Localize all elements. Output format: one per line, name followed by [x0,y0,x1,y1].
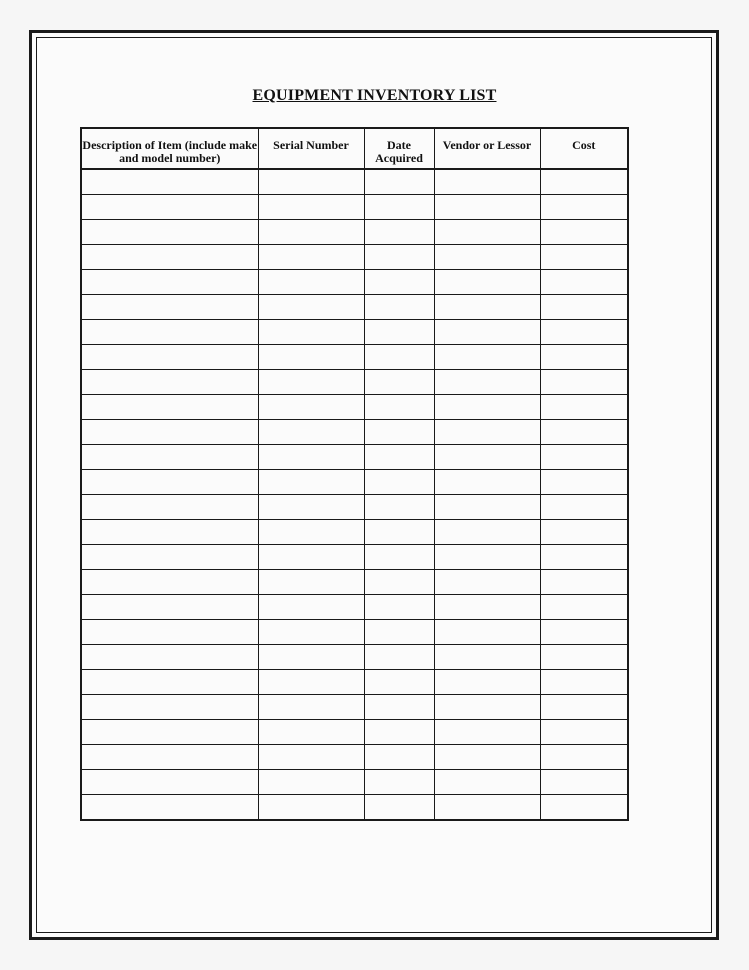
cell-cost[interactable] [540,295,628,320]
cell-date-acquired[interactable] [364,570,434,595]
cell-vendor-or-lessor[interactable] [434,345,540,370]
table-row [81,320,628,345]
cell-date-acquired[interactable] [364,195,434,220]
cell-cost[interactable] [540,545,628,570]
cell-vendor-or-lessor[interactable] [434,620,540,645]
cell-date-acquired[interactable] [364,645,434,670]
cell-description[interactable] [81,545,258,570]
cell-description[interactable] [81,620,258,645]
cell-date-acquired[interactable] [364,770,434,795]
cell-serial-number[interactable] [258,495,364,520]
cell-description[interactable] [81,195,258,220]
cell-vendor-or-lessor[interactable] [434,295,540,320]
cell-cost[interactable] [540,220,628,245]
cell-vendor-or-lessor[interactable] [434,470,540,495]
cell-vendor-or-lessor[interactable] [434,670,540,695]
cell-vendor-or-lessor[interactable] [434,545,540,570]
cell-vendor-or-lessor[interactable] [434,570,540,595]
cell-serial-number[interactable] [258,545,364,570]
header-description: Description of Item (include make and model number) [81,128,258,169]
table-row [81,495,628,520]
cell-date-acquired[interactable] [364,745,434,770]
table-row [81,795,628,821]
cell-vendor-or-lessor[interactable] [434,520,540,545]
cell-date-acquired[interactable] [364,695,434,720]
cell-vendor-or-lessor[interactable] [434,270,540,295]
table-body [81,169,628,820]
cell-cost[interactable] [540,745,628,770]
table-row [81,770,628,795]
table-row [81,595,628,620]
cell-cost[interactable] [540,370,628,395]
table-row [81,169,628,195]
cell-cost[interactable] [540,169,628,195]
cell-vendor-or-lessor[interactable] [434,420,540,445]
table-row [81,520,628,545]
cell-description[interactable] [81,320,258,345]
table-row [81,545,628,570]
cell-description[interactable] [81,670,258,695]
cell-vendor-or-lessor[interactable] [434,195,540,220]
cell-date-acquired[interactable] [364,370,434,395]
cell-description[interactable] [81,720,258,745]
table-row [81,570,628,595]
cell-date-acquired[interactable] [364,545,434,570]
table-row [81,470,628,495]
table-row [81,420,628,445]
document-title: EQUIPMENT INVENTORY LIST [252,87,497,104]
cell-cost[interactable] [540,720,628,745]
cell-date-acquired[interactable] [364,670,434,695]
cell-cost[interactable] [540,345,628,370]
cell-description[interactable] [81,220,258,245]
cell-vendor-or-lessor[interactable] [434,595,540,620]
cell-vendor-or-lessor[interactable] [434,495,540,520]
cell-date-acquired[interactable] [364,620,434,645]
cell-cost[interactable] [540,645,628,670]
header-serial-number: Serial Number [258,128,364,169]
cell-description[interactable] [81,795,258,821]
cell-cost[interactable] [540,420,628,445]
cell-serial-number[interactable] [258,795,364,821]
cell-cost[interactable] [540,520,628,545]
cell-serial-number[interactable] [258,520,364,545]
cell-serial-number[interactable] [258,470,364,495]
table-row [81,670,628,695]
cell-serial-number[interactable] [258,720,364,745]
cell-vendor-or-lessor[interactable] [434,795,540,821]
cell-vendor-or-lessor[interactable] [434,720,540,745]
cell-cost[interactable] [540,620,628,645]
cell-description[interactable] [81,245,258,270]
cell-serial-number[interactable] [258,270,364,295]
table-row [81,295,628,320]
cell-vendor-or-lessor[interactable] [434,370,540,395]
cell-description[interactable] [81,169,258,195]
cell-date-acquired[interactable] [364,295,434,320]
cell-serial-number[interactable] [258,595,364,620]
cell-date-acquired[interactable] [364,495,434,520]
header-cost: Cost [540,128,628,169]
cell-date-acquired[interactable] [364,169,434,195]
cell-vendor-or-lessor[interactable] [434,770,540,795]
cell-vendor-or-lessor[interactable] [434,169,540,195]
cell-serial-number[interactable] [258,370,364,395]
cell-date-acquired[interactable] [364,520,434,545]
cell-cost[interactable] [540,695,628,720]
cell-description[interactable] [81,645,258,670]
table-header-row [81,128,628,169]
cell-vendor-or-lessor[interactable] [434,645,540,670]
cell-date-acquired[interactable] [364,445,434,470]
table-row [81,270,628,295]
table-row [81,695,628,720]
table-row [81,620,628,645]
cell-serial-number[interactable] [258,295,364,320]
cell-date-acquired[interactable] [364,245,434,270]
cell-serial-number[interactable] [258,220,364,245]
cell-date-acquired[interactable] [364,420,434,445]
cell-description[interactable] [81,295,258,320]
cell-serial-number[interactable] [258,195,364,220]
cell-cost[interactable] [540,320,628,345]
cell-cost[interactable] [540,570,628,595]
cell-date-acquired[interactable] [364,395,434,420]
cell-serial-number[interactable] [258,570,364,595]
inventory-table [80,127,629,821]
cell-description[interactable] [81,745,258,770]
table-row [81,345,628,370]
cell-serial-number[interactable] [258,770,364,795]
table-row [81,220,628,245]
cell-cost[interactable] [540,445,628,470]
table-row [81,370,628,395]
table-row [81,195,628,220]
cell-cost[interactable] [540,395,628,420]
cell-date-acquired[interactable] [364,320,434,345]
cell-serial-number[interactable] [258,670,364,695]
cell-serial-number[interactable] [258,620,364,645]
cell-description[interactable] [81,270,258,295]
cell-vendor-or-lessor[interactable] [434,320,540,345]
cell-description[interactable] [81,370,258,395]
cell-description[interactable] [81,495,258,520]
cell-cost[interactable] [540,245,628,270]
header-date-acquired: Date Acquired [364,128,434,169]
cell-serial-number[interactable] [258,445,364,470]
cell-cost[interactable] [540,495,628,520]
table-row [81,720,628,745]
table-row [81,245,628,270]
cell-date-acquired[interactable] [364,595,434,620]
cell-vendor-or-lessor[interactable] [434,745,540,770]
table-row [81,445,628,470]
cell-vendor-or-lessor[interactable] [434,245,540,270]
cell-serial-number[interactable] [258,320,364,345]
cell-cost[interactable] [540,595,628,620]
cell-serial-number[interactable] [258,169,364,195]
table-row [81,745,628,770]
cell-serial-number[interactable] [258,745,364,770]
cell-serial-number[interactable] [258,395,364,420]
cell-description[interactable] [81,520,258,545]
cell-description[interactable] [81,445,258,470]
cell-serial-number[interactable] [258,345,364,370]
cell-vendor-or-lessor[interactable] [434,395,540,420]
cell-vendor-or-lessor[interactable] [434,445,540,470]
cell-serial-number[interactable] [258,695,364,720]
cell-cost[interactable] [540,270,628,295]
cell-description[interactable] [81,770,258,795]
cell-date-acquired[interactable] [364,345,434,370]
cell-cost[interactable] [540,195,628,220]
cell-cost[interactable] [540,795,628,821]
cell-cost[interactable] [540,470,628,495]
cell-date-acquired[interactable] [364,270,434,295]
cell-description[interactable] [81,695,258,720]
cell-vendor-or-lessor[interactable] [434,220,540,245]
cell-date-acquired[interactable] [364,220,434,245]
cell-cost[interactable] [540,770,628,795]
cell-description[interactable] [81,395,258,420]
cell-description[interactable] [81,420,258,445]
header-vendor-or-lessor: Vendor or Lessor [434,128,540,169]
cell-serial-number[interactable] [258,645,364,670]
table-row [81,645,628,670]
table-row [81,395,628,420]
cell-date-acquired[interactable] [364,470,434,495]
cell-cost[interactable] [540,670,628,695]
cell-description[interactable] [81,470,258,495]
cell-serial-number[interactable] [258,420,364,445]
cell-date-acquired[interactable] [364,795,434,821]
cell-serial-number[interactable] [258,245,364,270]
cell-date-acquired[interactable] [364,720,434,745]
cell-description[interactable] [81,345,258,370]
cell-description[interactable] [81,595,258,620]
cell-vendor-or-lessor[interactable] [434,695,540,720]
cell-description[interactable] [81,570,258,595]
